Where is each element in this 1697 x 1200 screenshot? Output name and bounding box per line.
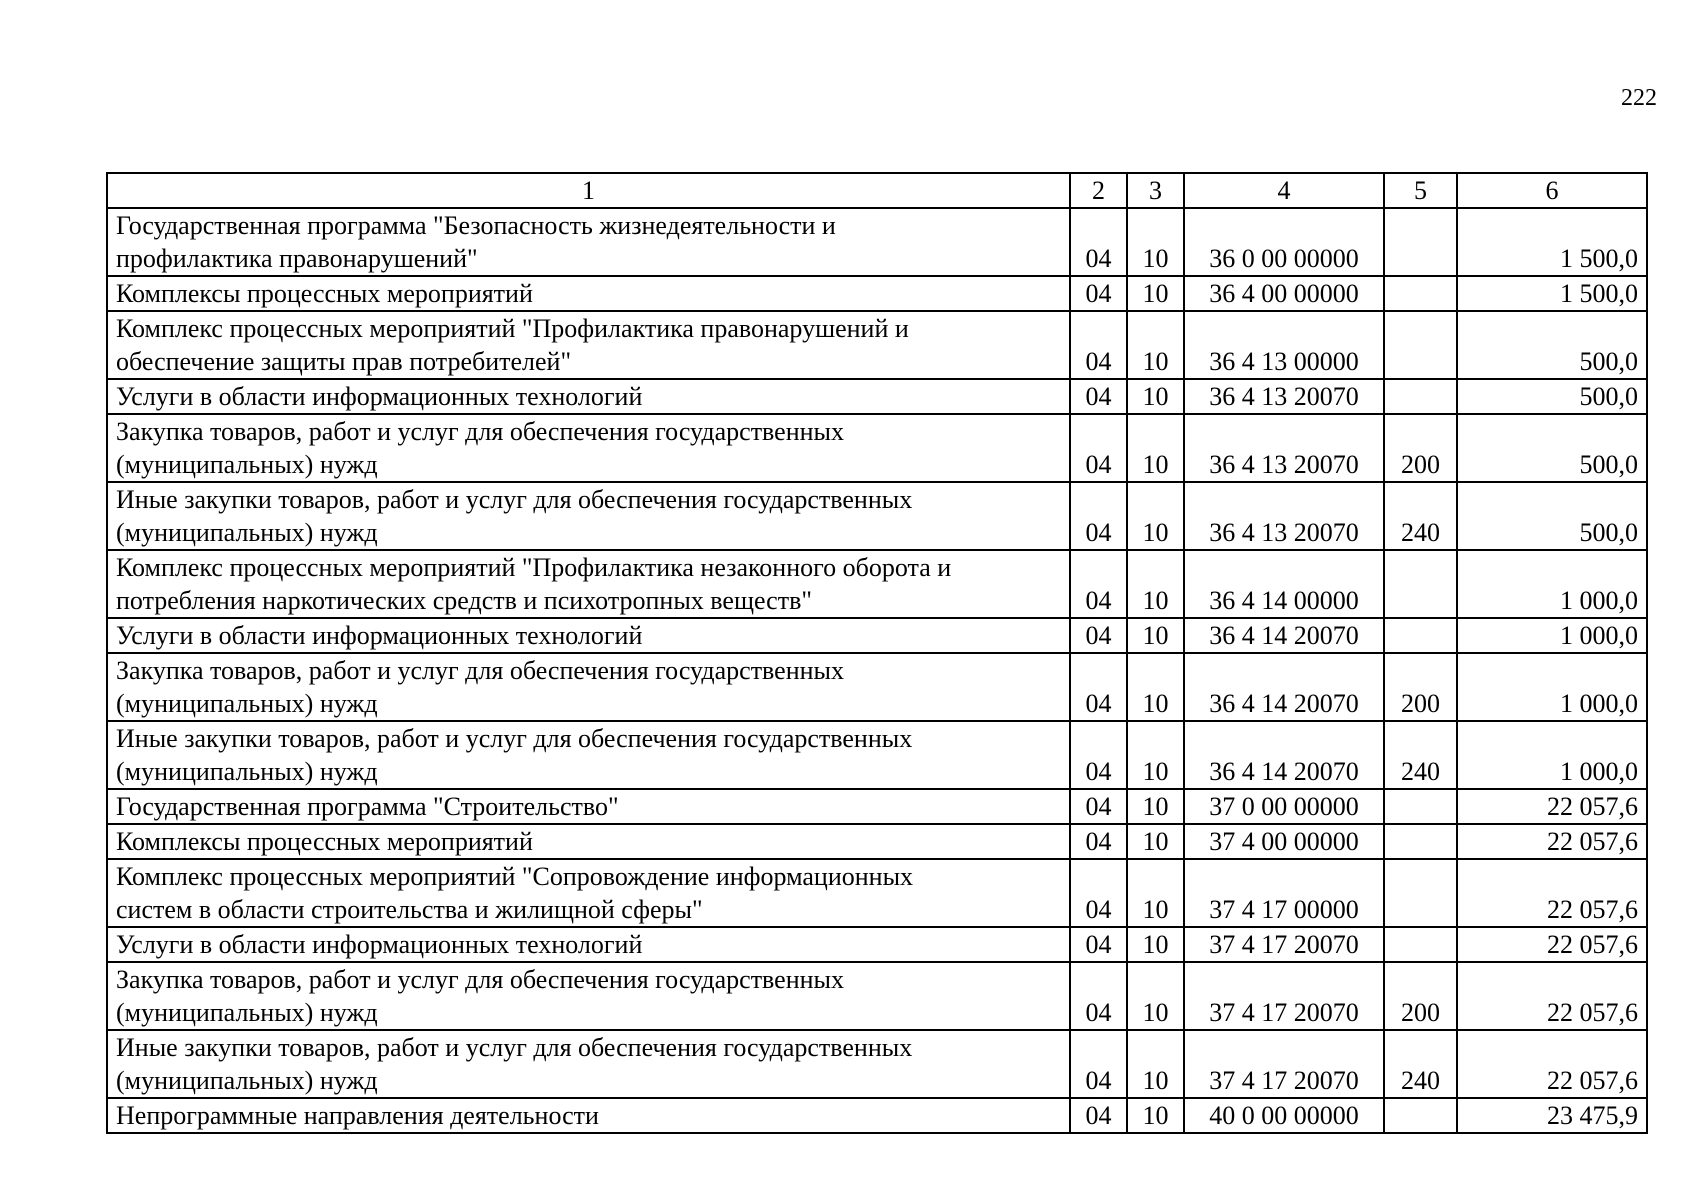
- row-name-line: Комплекс процессных мероприятий "Профилактика правонарушений и: [116, 314, 909, 343]
- subsection-code-cell: 10: [1127, 1030, 1184, 1098]
- row-name-line: Комплексы процессных мероприятий: [116, 827, 533, 856]
- expense-type-cell: 200: [1384, 962, 1457, 1030]
- section-code-cell: 04: [1070, 550, 1127, 618]
- target-article-cell: 37 4 17 20070: [1184, 927, 1384, 962]
- table-row: [107, 789, 1647, 824]
- table-row: [107, 482, 1647, 550]
- amount-cell: 1 000,0: [1457, 721, 1647, 789]
- expense-type-cell: [1384, 927, 1457, 962]
- row-name-line: (муниципальных) нужд: [116, 689, 378, 718]
- column-header-6: 6: [1457, 173, 1647, 208]
- table-row: [107, 1098, 1647, 1133]
- subsection-code-cell: 10: [1127, 721, 1184, 789]
- table-header-row: [107, 173, 1647, 208]
- amount-cell: 500,0: [1457, 414, 1647, 482]
- section-code-cell: 04: [1070, 653, 1127, 721]
- section-code-cell: 04: [1070, 927, 1127, 962]
- target-article-cell: 36 4 13 20070: [1184, 482, 1384, 550]
- row-name-line: Комплекс процессных мероприятий "Профилактика незаконного оборота и: [116, 553, 952, 582]
- expense-type-cell: [1384, 208, 1457, 276]
- row-name-line: Иные закупки товаров, работ и услуг для обеспечения государственных: [116, 724, 913, 753]
- table-row: [107, 618, 1647, 653]
- page-number: 222: [1621, 85, 1657, 111]
- amount-cell: 500,0: [1457, 482, 1647, 550]
- subsection-code-cell: 10: [1127, 789, 1184, 824]
- subsection-code-cell: 10: [1127, 311, 1184, 379]
- row-name-line: Государственная программа "Безопасность жизнедеятельности и: [116, 211, 836, 240]
- target-article-cell: 36 4 13 20070: [1184, 414, 1384, 482]
- amount-cell: 1 000,0: [1457, 653, 1647, 721]
- row-name-line: Комплекс процессных мероприятий "Сопровождение информационных: [116, 862, 914, 891]
- target-article-cell: 36 4 14 20070: [1184, 618, 1384, 653]
- subsection-code-cell: 10: [1127, 208, 1184, 276]
- expense-type-cell: [1384, 789, 1457, 824]
- expense-type-cell: 200: [1384, 653, 1457, 721]
- section-code-cell: 04: [1070, 414, 1127, 482]
- subsection-code-cell: 10: [1127, 824, 1184, 859]
- table-row: [107, 311, 1647, 379]
- row-name-line: (муниципальных) нужд: [116, 757, 378, 786]
- table-row: [107, 962, 1647, 1030]
- column-header-4: 4: [1184, 173, 1384, 208]
- table-row: [107, 859, 1647, 927]
- amount-cell: 1 500,0: [1457, 276, 1647, 311]
- expense-type-cell: 240: [1384, 721, 1457, 789]
- row-name-line: (муниципальных) нужд: [116, 450, 378, 479]
- row-name-line: (муниципальных) нужд: [116, 998, 378, 1027]
- table-row: [107, 1030, 1647, 1098]
- row-name-cell: [107, 859, 1070, 927]
- row-name-cell: [107, 1030, 1070, 1098]
- row-name-cell: [107, 962, 1070, 1030]
- row-name-cell: [107, 721, 1070, 789]
- section-code-cell: 04: [1070, 208, 1127, 276]
- target-article-cell: 37 0 00 00000: [1184, 789, 1384, 824]
- subsection-code-cell: 10: [1127, 1098, 1184, 1133]
- expense-type-cell: [1384, 859, 1457, 927]
- row-name-line: Услуги в области информационных технологий: [116, 930, 643, 959]
- subsection-code-cell: 10: [1127, 859, 1184, 927]
- column-header-3: 3: [1127, 173, 1184, 208]
- subsection-code-cell: 10: [1127, 379, 1184, 414]
- amount-cell: 500,0: [1457, 379, 1647, 414]
- row-name-cell: [107, 482, 1070, 550]
- row-name-cell: [107, 653, 1070, 721]
- target-article-cell: 36 4 14 00000: [1184, 550, 1384, 618]
- row-name-cell: [107, 550, 1070, 618]
- table-row: [107, 721, 1647, 789]
- table-row: [107, 379, 1647, 414]
- section-code-cell: 04: [1070, 1030, 1127, 1098]
- target-article-cell: 40 0 00 00000: [1184, 1098, 1384, 1133]
- amount-cell: 23 475,9: [1457, 1098, 1647, 1133]
- subsection-code-cell: 10: [1127, 482, 1184, 550]
- row-name-line: Закупка товаров, работ и услуг для обеспечения государственных: [116, 417, 845, 446]
- target-article-cell: 36 4 14 20070: [1184, 721, 1384, 789]
- target-article-cell: 36 0 00 00000: [1184, 208, 1384, 276]
- subsection-code-cell: 10: [1127, 927, 1184, 962]
- amount-cell: 22 057,6: [1457, 927, 1647, 962]
- expense-type-cell: [1384, 276, 1457, 311]
- row-name-line: Комплексы процессных мероприятий: [116, 279, 533, 308]
- section-code-cell: 04: [1070, 482, 1127, 550]
- subsection-code-cell: 10: [1127, 962, 1184, 1030]
- amount-cell: 1 000,0: [1457, 618, 1647, 653]
- subsection-code-cell: 10: [1127, 550, 1184, 618]
- expense-type-cell: [1384, 379, 1457, 414]
- table-row: [107, 927, 1647, 962]
- row-name-line: систем в области строительства и жилищной сферы": [116, 895, 703, 924]
- row-name-cell: [107, 414, 1070, 482]
- amount-cell: 22 057,6: [1457, 789, 1647, 824]
- row-name-line: Услуги в области информационных технологий: [116, 382, 643, 411]
- row-name-cell: [107, 379, 1070, 414]
- amount-cell: 22 057,6: [1457, 859, 1647, 927]
- section-code-cell: 04: [1070, 721, 1127, 789]
- amount-cell: 22 057,6: [1457, 824, 1647, 859]
- column-header-1: 1: [107, 173, 1070, 208]
- row-name-line: Непрограммные направления деятельности: [116, 1101, 599, 1130]
- table-row: [107, 208, 1647, 276]
- row-name-cell: [107, 927, 1070, 962]
- row-name-cell: [107, 789, 1070, 824]
- row-name-cell: [107, 208, 1070, 276]
- table-row: [107, 653, 1647, 721]
- row-name-cell: [107, 1098, 1070, 1133]
- subsection-code-cell: 10: [1127, 653, 1184, 721]
- column-header-2: 2: [1070, 173, 1127, 208]
- section-code-cell: 04: [1070, 824, 1127, 859]
- row-name-line: обеспечение защиты прав потребителей": [116, 347, 572, 376]
- expense-type-cell: 240: [1384, 1030, 1457, 1098]
- target-article-cell: 36 4 13 20070: [1184, 379, 1384, 414]
- section-code-cell: 04: [1070, 859, 1127, 927]
- row-name-cell: [107, 276, 1070, 311]
- expense-type-cell: [1384, 618, 1457, 653]
- row-name-line: профилактика правонарушений": [116, 244, 478, 273]
- section-code-cell: 04: [1070, 618, 1127, 653]
- amount-cell: 22 057,6: [1457, 962, 1647, 1030]
- budget-table: [106, 172, 1648, 1134]
- expense-type-cell: [1384, 824, 1457, 859]
- expense-type-cell: 200: [1384, 414, 1457, 482]
- amount-cell: 22 057,6: [1457, 1030, 1647, 1098]
- table-row: [107, 824, 1647, 859]
- target-article-cell: 37 4 17 20070: [1184, 962, 1384, 1030]
- section-code-cell: 04: [1070, 962, 1127, 1030]
- subsection-code-cell: 10: [1127, 276, 1184, 311]
- amount-cell: 500,0: [1457, 311, 1647, 379]
- section-code-cell: 04: [1070, 311, 1127, 379]
- expense-type-cell: [1384, 550, 1457, 618]
- row-name-line: Услуги в области информационных технологий: [116, 621, 643, 650]
- target-article-cell: 36 4 13 00000: [1184, 311, 1384, 379]
- subsection-code-cell: 10: [1127, 414, 1184, 482]
- section-code-cell: 04: [1070, 379, 1127, 414]
- table-row: [107, 276, 1647, 311]
- table-row: [107, 550, 1647, 618]
- subsection-code-cell: 10: [1127, 618, 1184, 653]
- target-article-cell: 37 4 00 00000: [1184, 824, 1384, 859]
- row-name-line: Закупка товаров, работ и услуг для обеспечения государственных: [116, 656, 845, 685]
- amount-cell: 1 000,0: [1457, 550, 1647, 618]
- expense-type-cell: 240: [1384, 482, 1457, 550]
- row-name-line: потребления наркотических средств и психотропных веществ": [116, 586, 812, 615]
- section-code-cell: 04: [1070, 789, 1127, 824]
- row-name-line: Государственная программа "Строительство": [116, 792, 619, 821]
- row-name-line: Закупка товаров, работ и услуг для обеспечения государственных: [116, 965, 845, 994]
- row-name-line: Иные закупки товаров, работ и услуг для обеспечения государственных: [116, 485, 913, 514]
- row-name-cell: [107, 311, 1070, 379]
- expense-type-cell: [1384, 1098, 1457, 1133]
- row-name-line: Иные закупки товаров, работ и услуг для обеспечения государственных: [116, 1033, 913, 1062]
- row-name-line: (муниципальных) нужд: [116, 518, 378, 547]
- target-article-cell: 36 4 14 20070: [1184, 653, 1384, 721]
- row-name-cell: [107, 618, 1070, 653]
- amount-cell: 1 500,0: [1457, 208, 1647, 276]
- column-header-5: 5: [1384, 173, 1457, 208]
- target-article-cell: 36 4 00 00000: [1184, 276, 1384, 311]
- target-article-cell: 37 4 17 20070: [1184, 1030, 1384, 1098]
- expense-type-cell: [1384, 311, 1457, 379]
- row-name-cell: [107, 824, 1070, 859]
- target-article-cell: 37 4 17 00000: [1184, 859, 1384, 927]
- section-code-cell: 04: [1070, 1098, 1127, 1133]
- table-body: [107, 208, 1647, 1133]
- row-name-line: (муниципальных) нужд: [116, 1066, 378, 1095]
- section-code-cell: 04: [1070, 276, 1127, 311]
- table-row: [107, 414, 1647, 482]
